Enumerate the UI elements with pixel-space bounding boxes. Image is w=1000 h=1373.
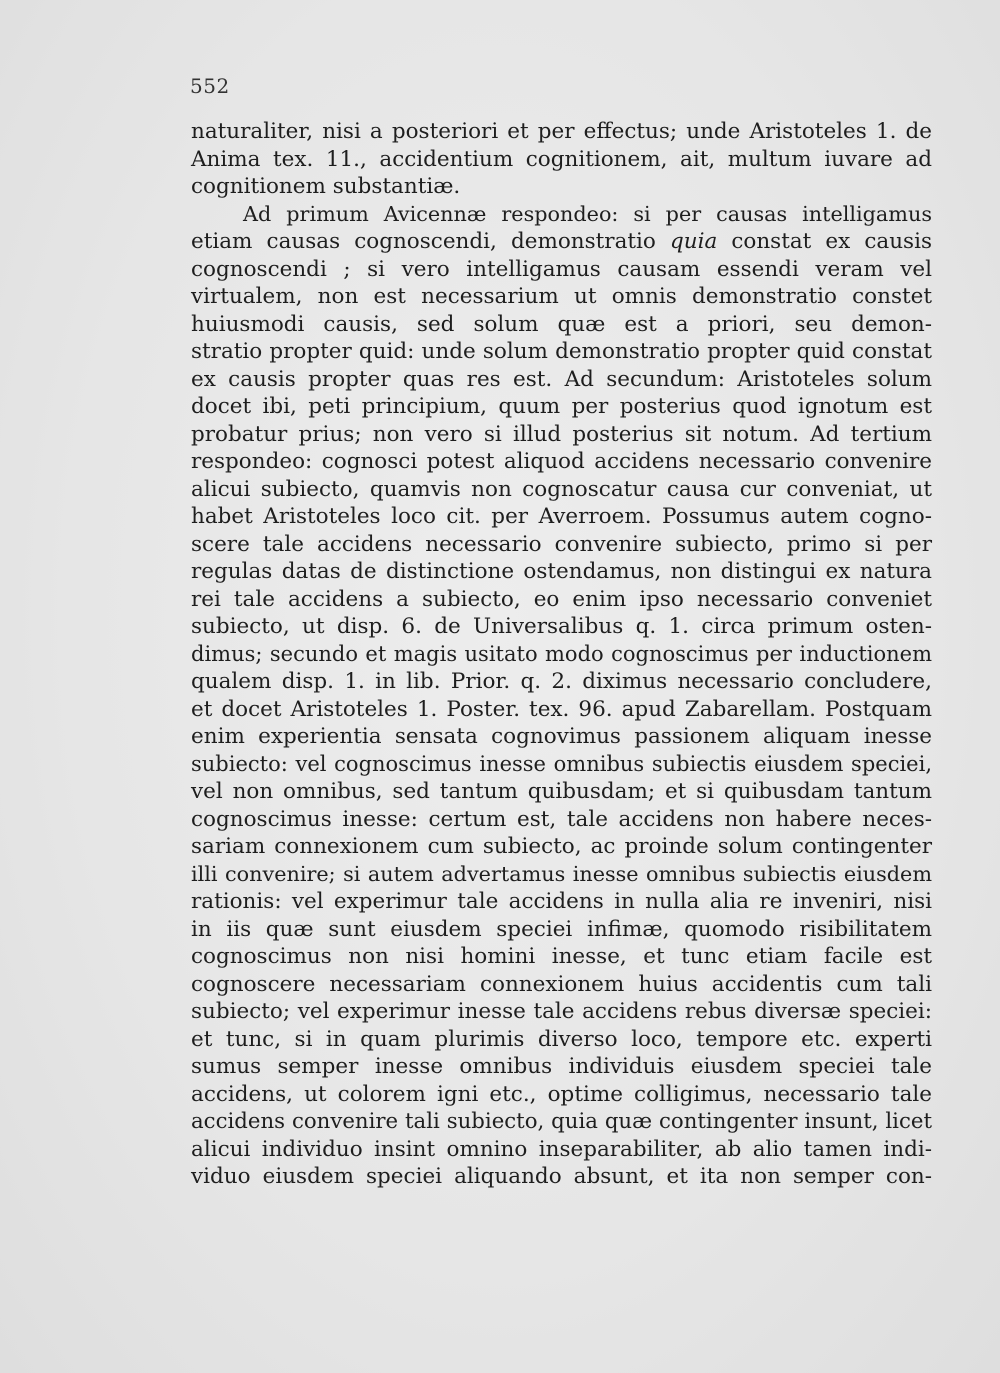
text-line: cognoscendi ; si vero intelligamus causam essendi veram vel: [191, 256, 932, 282]
text-line: cognitionem substantiæ.: [191, 174, 461, 199]
text-line: rationis: vel experimur tale accidens in nulla alia re inveniri, nisi: [191, 889, 932, 914]
text-line: sariam connexionem cum subiecto, ac proinde solum contingenter: [191, 834, 932, 859]
text-line: subiecto: vel cognoscimus inesse omnibus subiectis eiusdem speciei,: [191, 751, 932, 776]
text-line: vel non omnibus, sed tantum quibusdam; et si quibusdam tantum: [191, 779, 932, 804]
text-line: probatur prius; non vero si illud posterius sit notum. Ad tertium: [191, 421, 932, 447]
text-line: Ad primum Avicennæ respondeo: si per causas intelligamus: [243, 201, 932, 226]
text-line: cognoscimus inesse: certum est, tale accidens non habere neces-: [191, 806, 932, 832]
text-line: virtualem, non est necessarium ut omnis demonstratio constet: [191, 284, 932, 309]
text-line: habet Aristoteles loco cit. per Averroem. Possumus autem cogno-: [191, 504, 932, 529]
text-line: accidens, ut colorem igni etc., optime colligimus, necessario tale: [191, 1081, 932, 1107]
text-line: scere tale accidens necessario convenire subiecto, primo si per: [191, 531, 932, 557]
text-line: in iis quæ sunt eiusdem speciei infimæ, quomodo risibilitatem: [191, 916, 932, 942]
text-line: qualem disp. 1. in lib. Prior. q. 2. diximus necessario concludere,: [191, 669, 932, 694]
text-line: sumus semper inesse omnibus individuis eiusdem speciei tale: [191, 1054, 932, 1079]
text-line: respondeo: cognosci potest aliquod accidens necessario convenire: [191, 449, 932, 474]
text-line: ex causis propter quas res est. Ad secundum: Aristoteles solum: [191, 366, 932, 392]
page-number: 552: [190, 74, 230, 98]
text-line: alicui individuo insint omnino inseparabiliter, ab alio tamen indi-: [191, 1136, 932, 1162]
text-line: etiam causas cognoscendi, demonstratio quia constat ex causis: [191, 229, 932, 254]
text-line: huiusmodi causis, sed solum quæ est a priori, seu demon-: [191, 311, 932, 337]
text-line: rei tale accidens a subiecto, eo enim ipso necessario conveniet: [191, 586, 932, 612]
text-line: dimus; secundo et magis usitato modo cognoscimus per inductionem: [191, 641, 932, 666]
text-line: docet ibi, peti principium, quum per posterius quod ignotum est: [191, 394, 932, 419]
text-line: subiecto; vel experimur inesse tale accidens rebus diversæ speciei:: [191, 999, 932, 1024]
text-line: cognoscimus non nisi homini inesse, et tunc etiam facile est: [191, 944, 932, 969]
text-line: naturaliter, nisi a posteriori et per effectus; unde Aristoteles 1. de: [191, 119, 932, 144]
body-text: [191, 118, 932, 1191]
text-line: enim experientia sensata cognovimus passionem aliquam inesse: [191, 724, 932, 749]
text-line: subiecto, ut disp. 6. de Universalibus q. 1. circa primum osten-: [191, 614, 932, 639]
text-line: alicui subiecto, quamvis non cognoscatur causa cur conveniat, ut: [191, 476, 932, 502]
text-line: cognoscere necessariam connexionem huius accidentis cum tali: [191, 971, 932, 997]
text-line: viduo eiusdem speciei aliquando absunt, et ita non semper con-: [191, 1164, 932, 1189]
text-line: accidens convenire tali subiecto, quia quæ contingenter insunt, licet: [191, 1109, 932, 1134]
text-line: stratio propter quid: unde solum demonstratio propter quid constat: [191, 339, 932, 364]
text-line: Anima tex. 11., accidentium cognitionem, ait, multum iuvare ad: [191, 146, 932, 172]
text-line: et tunc, si in quam plurimis diverso loco, tempore etc. experti: [191, 1026, 932, 1052]
text-line: et docet Aristoteles 1. Poster. tex. 96. apud Zabarellam. Postquam: [191, 696, 932, 722]
text-line: regulas datas de distinctione ostendamus, non distingui ex natura: [191, 559, 932, 584]
text-line: illi convenire; si autem advertamus inesse omnibus subiectis eiusdem: [191, 861, 932, 886]
italic-term: quia: [669, 229, 718, 254]
